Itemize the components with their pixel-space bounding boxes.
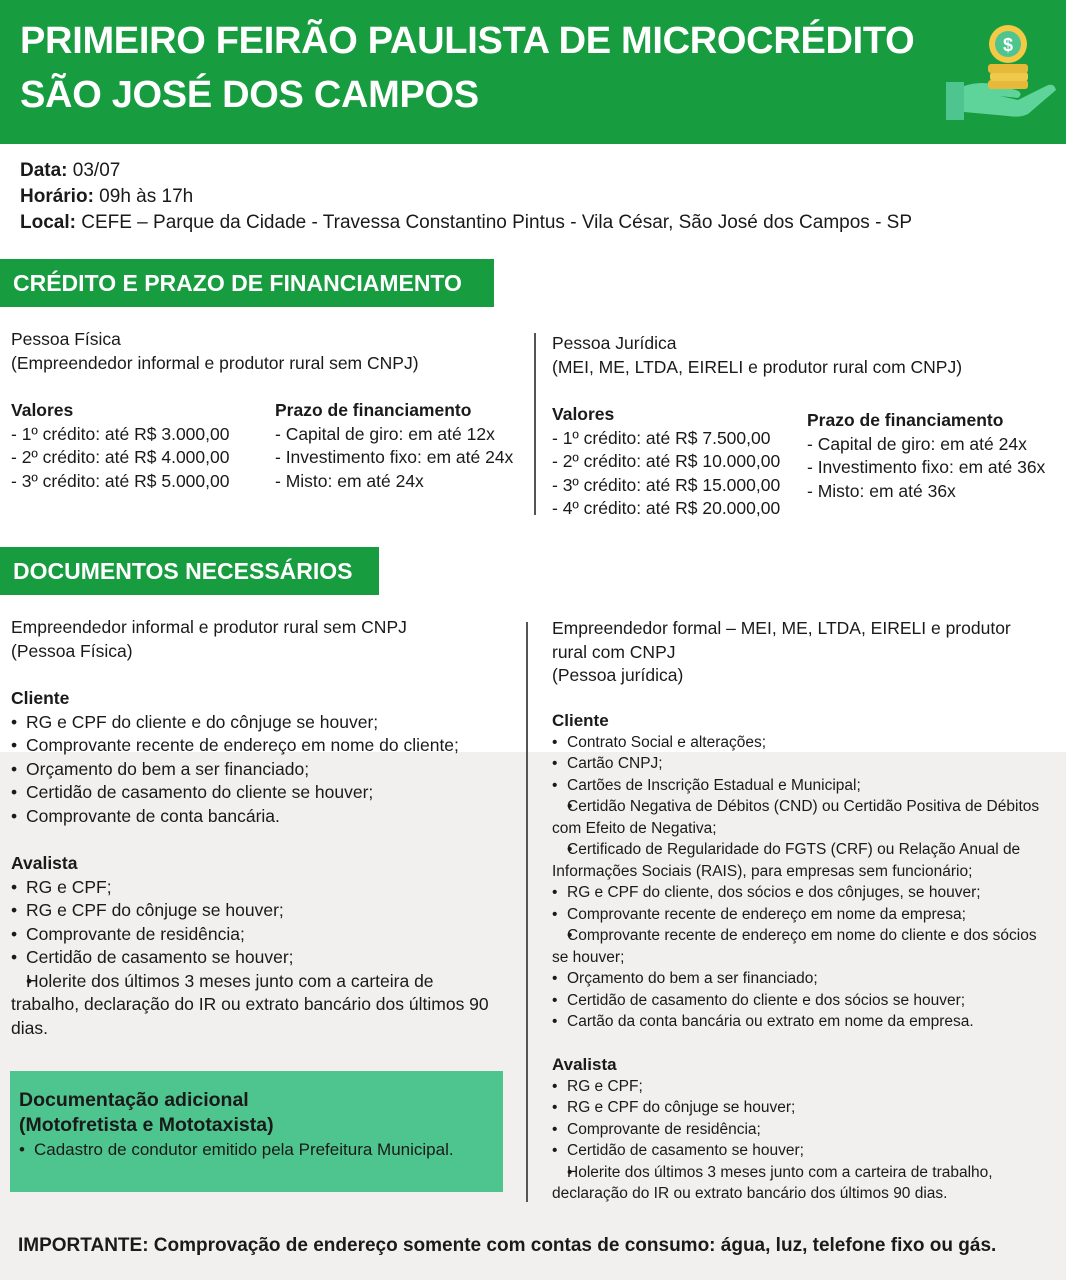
event-date — [20, 158, 912, 184]
additional-docs-title-line2: (Motofretista e Mototaxista) — [19, 1114, 274, 1136]
docs-right-title-line1: Empreendedor formal – MEI, ME, LTDA, EIRELI e produtor — [552, 618, 1011, 638]
list-item: • Orçamento do bem a ser financiado; — [552, 968, 1048, 990]
credit-pf-term: - Investimento fixo: em até 24x — [275, 447, 514, 467]
additional-docs-box — [10, 1071, 503, 1192]
credit-pf-title: Pessoa Física — [11, 329, 121, 349]
list-item: • RG e CPF do cônjuge se houver; — [552, 1097, 1048, 1119]
docs-right-title-line3: (Pessoa jurídica) — [552, 665, 684, 685]
credit-pj-term: - Misto: em até 36x — [807, 480, 956, 501]
page-title-line1: PRIMEIRO FEIRÃO PAULISTA DE MICROCRÉDITO — [20, 20, 915, 62]
list-item: • Comprovante recente de endereço em nome do cliente e dos sócios se houver; — [552, 925, 1048, 968]
list-item: • Certidão de casamento do cliente se houver; — [11, 781, 459, 805]
list-item: • RG e CPF; — [552, 1076, 1048, 1098]
credit-pf-terms — [275, 399, 513, 493]
event-info — [20, 158, 912, 236]
credit-pj-values — [552, 403, 780, 521]
hand-holding-coins-icon — [942, 20, 1058, 124]
additional-docs-title-line1: Documentação adicional — [19, 1089, 249, 1111]
date-value: 03/07 — [67, 160, 121, 181]
credit-pj-value: - 3º crédito: até R$ 15.000,00 — [552, 474, 781, 495]
credit-pf-term: - Capital de giro: em até 12x — [275, 423, 495, 444]
credit-column-divider — [534, 333, 536, 515]
list-item: • Cartão da conta bancária ou extrato em nome da empresa. — [552, 1011, 1048, 1033]
time-label: Horário: — [20, 186, 94, 207]
list-item: • Orçamento do bem a ser financiado; — [11, 758, 459, 782]
list-item: • Comprovante de residência; — [552, 1119, 1048, 1141]
list-item: • Comprovante de residência; — [11, 923, 493, 947]
list-item: • Holerite dos últimos 3 meses junto com a carteira de trabalho, declaração do IR ou extrato bancário dos últimos 90 dias. — [11, 970, 493, 1041]
list-item: • RG e CPF do cliente, dos sócios e dos cônjuges, se houver; — [552, 882, 1048, 904]
docs-left-title-line1: Empreendedor informal e produtor rural sem CNPJ — [11, 617, 407, 637]
place-value: CEFE – Parque da Cidade - Travessa Constantino Pintus - Vila César, São José dos Campos - SP — [75, 212, 913, 233]
docs-left-guarantor-title: Avalista — [11, 853, 78, 873]
docs-left-client — [11, 687, 459, 828]
documents-column-divider — [526, 622, 528, 1202]
time-value: 09h às 17h — [93, 186, 194, 207]
credit-pf-value: - 1º crédito: até R$ 3.000,00 — [11, 423, 230, 444]
list-item: • Comprovante recente de endereço em nome da empresa; — [552, 904, 1048, 926]
event-time — [20, 184, 912, 210]
docs-right-client — [552, 710, 1048, 1033]
list-item: • Cartões de Inscrição Estadual e Municipal; — [552, 775, 1048, 797]
list-item: • Certificado de Regularidade do FGTS (CRF) ou Relação Anual de Informações Sociais (RAIS), para empresas sem funcionário; — [552, 839, 1048, 882]
page-title-line2: SÃO JOSÉ DOS CAMPOS — [20, 74, 479, 116]
credit-pj-terms-title: Prazo de financiamento — [807, 410, 1004, 430]
section-credit-title: CRÉDITO E PRAZO DE FINANCIAMENTO — [0, 259, 494, 307]
credit-pf-values-title: Valores — [11, 400, 74, 420]
docs-right-guarantor-title: Avalista — [552, 1055, 617, 1074]
section-documents-title: DOCUMENTOS NECESSÁRIOS — [0, 547, 379, 595]
list-item: • Certidão de casamento se houver; — [552, 1140, 1048, 1162]
list-item: • Contrato Social e alterações; — [552, 732, 1048, 754]
list-item: • Comprovante de conta bancária. — [11, 805, 459, 829]
docs-right-heading — [552, 617, 1011, 688]
list-item: • Certidão de casamento do cliente e dos sócios se houver; — [552, 990, 1048, 1012]
credit-pf-subtitle: (Empreendedor informal e produtor rural sem CNPJ) — [11, 352, 419, 373]
credit-pf-value: - 2º crédito: até R$ 4.000,00 — [11, 447, 230, 467]
docs-left-client-title: Cliente — [11, 688, 70, 708]
list-item: • Holerite dos últimos 3 meses junto com a carteira de trabalho, declaração do IR ou extrato bancário dos últimos 90 dias. — [552, 1162, 1048, 1205]
credit-pj-value: - 1º crédito: até R$ 7.500,00 — [552, 427, 771, 448]
list-item: • RG e CPF; — [11, 876, 493, 900]
important-note: IMPORTANTE: Comprovação de endereço somente com contas de consumo: água, luz, telefone fixo ou gás. — [18, 1235, 997, 1256]
credit-pf-terms-title: Prazo de financiamento — [275, 400, 472, 420]
header-banner — [0, 0, 1066, 144]
docs-right-title-line2: rural com CNPJ — [552, 641, 676, 662]
docs-left-heading — [11, 616, 407, 663]
list-item: • Cadastro de condutor emitido pela Prefeitura Municipal. — [19, 1138, 503, 1162]
credit-pj-subtitle: (MEI, ME, LTDA, EIRELI e produtor rural com CNPJ) — [552, 356, 963, 377]
list-item: • RG e CPF do cliente e do cônjuge se houver; — [11, 711, 459, 735]
coin-symbol: $ — [1002, 35, 1014, 55]
credit-pj-value: - 4º crédito: até R$ 20.000,00 — [552, 498, 781, 518]
credit-pf-term: - Misto: em até 24x — [275, 470, 424, 491]
list-item: • Comprovante recente de endereço em nome do cliente; — [11, 734, 459, 758]
credit-pf-heading — [11, 328, 419, 375]
credit-pf-value: - 3º crédito: até R$ 5.000,00 — [11, 470, 230, 491]
docs-left-guarantor — [11, 852, 493, 1040]
list-item: • Certidão Negativa de Débitos (CND) ou Certidão Positiva de Débitos com Efeito de Negativa; — [552, 796, 1048, 839]
credit-pj-values-title: Valores — [552, 404, 615, 424]
date-label: Data: — [20, 160, 68, 181]
docs-left-title-line2: (Pessoa Física) — [11, 640, 133, 661]
docs-right-client-title: Cliente — [552, 711, 609, 730]
credit-pj-value: - 2º crédito: até R$ 10.000,00 — [552, 451, 781, 471]
credit-pj-term: - Investimento fixo: em até 36x — [807, 457, 1046, 477]
list-item: • Cartão CNPJ; — [552, 753, 1048, 775]
credit-pj-heading — [552, 332, 962, 379]
credit-pj-terms — [807, 409, 1045, 503]
credit-pj-term: - Capital de giro: em até 24x — [807, 433, 1027, 454]
event-place — [20, 210, 912, 236]
docs-right-guarantor — [552, 1054, 1048, 1205]
place-label: Local: — [20, 212, 76, 233]
list-item: • Certidão de casamento se houver; — [11, 946, 493, 970]
credit-pf-values — [11, 399, 229, 493]
credit-pj-title: Pessoa Jurídica — [552, 333, 677, 353]
list-item: • RG e CPF do cônjuge se houver; — [11, 899, 493, 923]
